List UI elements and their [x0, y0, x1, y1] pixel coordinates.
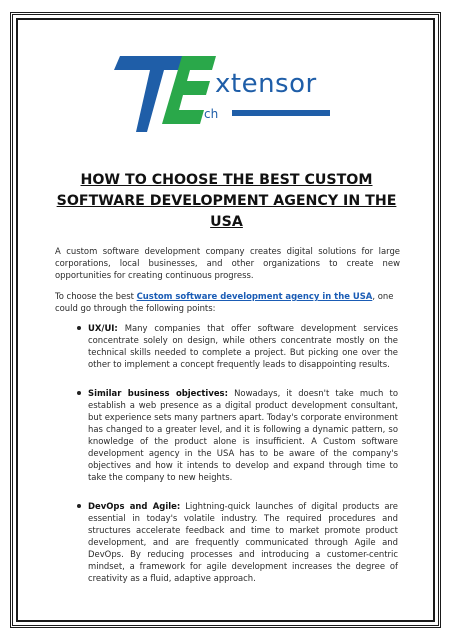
logo-wordmark-sub: ch	[204, 107, 219, 121]
document-title: HOW TO CHOOSE THE BEST CUSTOM SOFTWARE DEVELOPMENT AGENCY IN THE USA	[56, 172, 397, 230]
list-item-ux-ui	[88, 322, 398, 370]
choose-text-after: , one could go through the following points:	[55, 291, 394, 313]
bullet-text: Many companies that offer software development services concentrate solely on design, while others concentrate mostly on the technical skills needed to complete a project. But picking one over the other to implement a concept frequently leads to disappointing results.	[88, 323, 398, 369]
bullet-lead: Similar business objectives:	[88, 388, 228, 398]
list-item-devops-agile	[88, 500, 398, 584]
logo-wordmark: xtensor	[215, 69, 317, 99]
bullet-lead: UX/UI:	[88, 323, 118, 333]
agency-link[interactable]: Custom software development agency in the USA	[136, 291, 373, 301]
choose-paragraph	[55, 290, 400, 314]
bullet-text: Lightning-quick launches of digital products are essential in today's volatile industry. The required procedures and structures accelerate feedback and time to market promote product development, and are frequently communicated through Agile and DevOps. By reducing processes and introducing a customer-centric mindset, a framework for agile development increases the degree of creativity as a fluid, adaptive approach.	[88, 501, 399, 583]
intro-paragraph: A custom software development company creates digital solutions for large corporations, local businesses, and other organizations to create new opportunities for creating continuous progress.	[55, 246, 400, 280]
choose-text-before: To choose the best	[55, 291, 137, 301]
bullet-text: Nowadays, it doesn't take much to establish a web presence as a digital product development consultant, but experience sets many partners apart. Today's corporate environment has changed to a greater level, and it is following a dynamic pattern, so knowledge of the product alone is insufficient. A Custom software development agency in the USA has to be aware of the company's objectives and how it intends to develop and expand through time to take the company to new heights.	[88, 388, 398, 482]
bullet-lead: DevOps and Agile:	[88, 501, 181, 511]
list-item-business-objectives	[88, 387, 398, 483]
points-list	[88, 322, 398, 584]
